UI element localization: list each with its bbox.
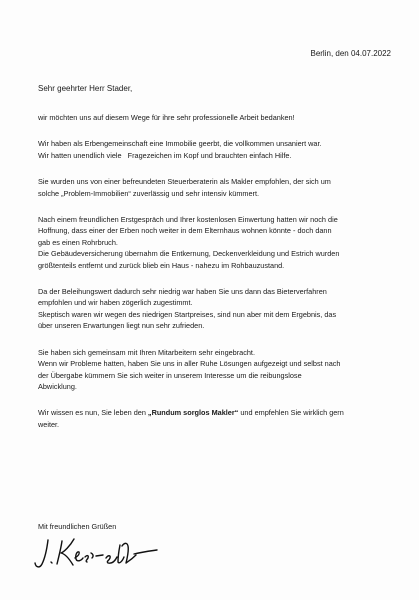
paragraph-inheritance <box>38 138 388 161</box>
text-line: Skeptisch waren wir wegen des niedrigen Startpreises, sind nun aber mit dem Ergebnis, das <box>38 309 337 319</box>
handwritten-signature <box>30 532 160 577</box>
text-line: solche „Problem-Immobilien“ zuverlässig und sehr intensiv kümmert. <box>38 188 260 198</box>
text-line: Wir haben als Erbengemeinschaft eine Immobilie geerbt, die vollkommen unsaniert war. <box>38 139 322 149</box>
text-line: Wenn wir Probleme hatten, haben Sie uns in aller Ruhe Lösungen aufgezeigt und selbst nach <box>38 359 341 369</box>
letter-body <box>38 112 388 445</box>
text-line: Abwicklung. <box>38 381 77 391</box>
final-text-after: und empfehlen Sie wirklich gern <box>238 408 344 418</box>
text-line: wir möchten uns auf diesem Wege für ihre sehr professionelle Arbeit bedanken! <box>38 113 295 122</box>
paragraph-final <box>38 407 388 430</box>
text-line: Die Gebäudeversicherung übernahm die Entkernung, Deckenverkleidung und Estrich wurden <box>38 249 340 259</box>
closing-greeting: Mit freundlichen Grüßen <box>38 522 117 531</box>
paragraph-pipe-burst <box>38 214 388 271</box>
paragraph-thanks <box>38 112 388 123</box>
text-line: größtenteils entfernt und zurück blieb ein Haus - nahezu im Rohbauzustand. <box>38 260 285 270</box>
text-line: Da der Beleihungswert dadurch sehr niedrig war haben Sie uns dann das Bieterverfahren <box>38 287 327 297</box>
text-line: der Übergabe kümmern Sie sich weiter in unserem Interesse um die reibungslose <box>38 370 302 380</box>
text-line <box>38 407 388 418</box>
text-line: gab es einen Rohrbruch. <box>38 237 118 247</box>
paragraph-support <box>38 347 388 393</box>
letter-date: Berlin, den 04.07.2022 <box>310 49 391 58</box>
final-text-before: Wir wissen es nun, Sie leben den <box>38 408 148 418</box>
paragraph-bidding <box>38 286 388 332</box>
text-line: Hoffnung, dass einer der Erben noch weiter in dem Elternhaus wohnen könnte - doch dann <box>38 226 332 236</box>
text-line: weiter. <box>38 419 60 429</box>
paragraph-recommendation <box>38 176 388 199</box>
salutation: Sehr geehrter Herr Stader, <box>38 84 133 93</box>
final-text-emphasis: „Rundum sorglos Makler“ <box>147 408 239 418</box>
text-line: empfohlen und wir haben zögerlich zugestimmt. <box>38 298 193 308</box>
text-line: Sie wurden uns von einer befreundeten Steuerberaterin als Makler empfohlen, der sich um <box>38 177 331 187</box>
text-line: Nach einem freundlichen Erstgespräch und Ihrer kostenlosen Einwertung hatten wir noch die <box>38 215 338 225</box>
text-line: über unseren Erwartungen liegt nun sehr zufrieden. <box>38 321 205 331</box>
text-line: Sie haben sich gemeinsam mit Ihren Mitarbeitern sehr eingebracht. <box>38 347 255 357</box>
text-line: Wir hatten unendlich viele Fragezeichen im Kopf und brauchten einfach Hilfe. <box>38 150 292 160</box>
